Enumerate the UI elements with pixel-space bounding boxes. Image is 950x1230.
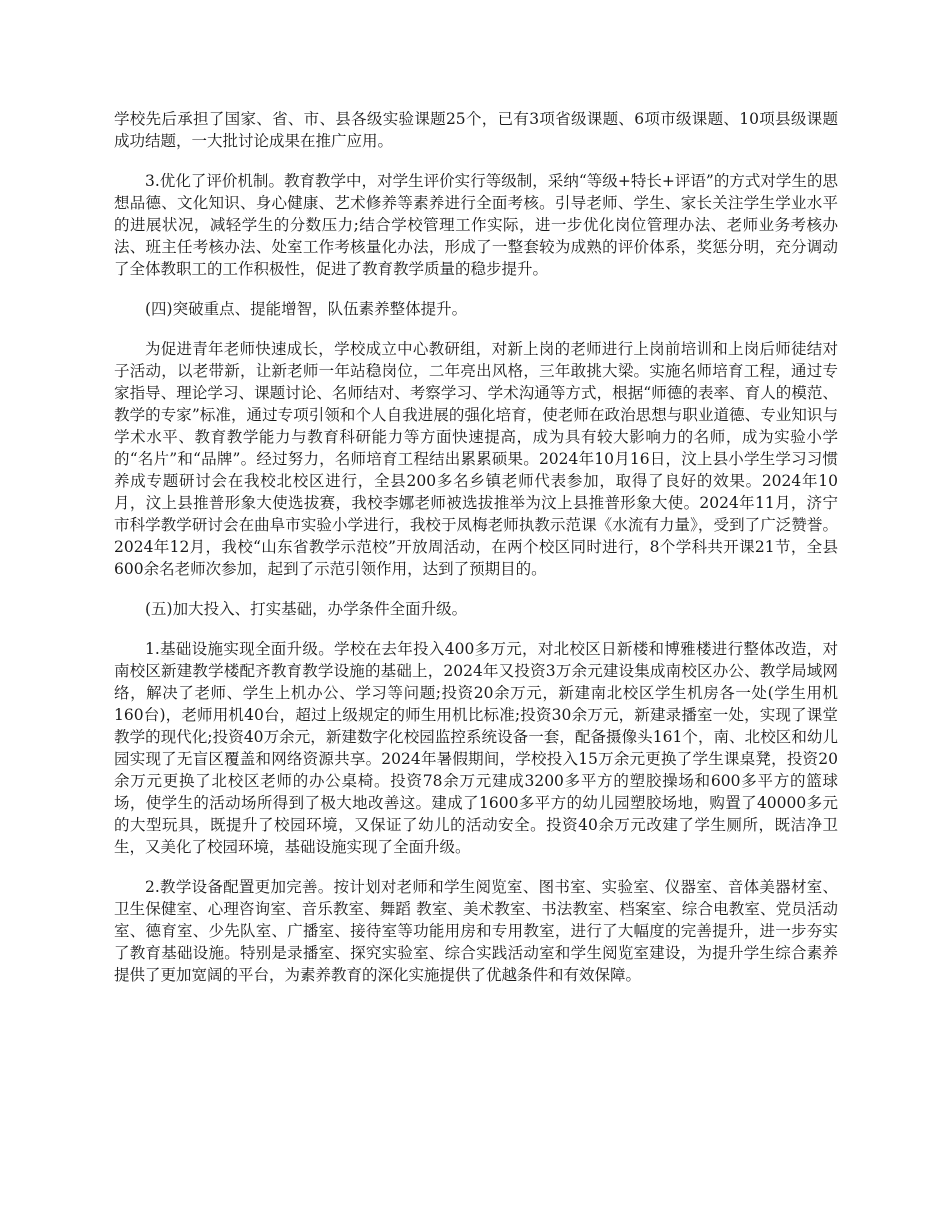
paragraph-research-projects: 学校先后承担了国家、省、市、县各级实验课题25个，已有3项省级课题、6项市级课题、10项县级课题成功结题，一大批讨论成果在推广应用。 [114,110,838,150]
section-heading-investment: (五)加大投入、打实基础，办学条件全面升级。 [145,600,468,618]
paragraph-infrastructure: 1.基础设施实现全面升级。学校在去年投入400多万元，对北校区日新楼和博雅楼进行整体改造，对南校区新建教学楼配齐教育教学设施的基础上，2024年又投资3万余元建设集成南校区办公、教学局域网络，解决了老师、学生上机办公、学习等问题;投资20余万元，新建南北校区学生机房各一处(学生用机160台)，老师用机40台，超过上级规定的师生用机比标准;投资30余万元，新建录播室一处，实现了课堂教学的现代化;投资40万余元，新建数字化校园监控系统设备一套，配备摄像头161个，南、北校区和幼儿园实现了无盲区覆盖和网络资源共享。2024年暑假期间，学校投入15万余元更换了学生课桌凳，投资20余万元更换了北校区老师的办公桌椅。投资78余万元建成3200多平方的塑胶操场和600多平方的篮球场，使学生的活动场所得到了极大地改善这。建成了1600多平方的幼儿园塑胶场地，购置了40000多元的大型玩具，既提升了校园环境，又保证了幼儿的活动安全。投资40余万元改建了学生厕所，既洁净卫生，又美化了校园环境，基础设施实现了全面升级。 [114,640,838,856]
paragraph-evaluation-mechanism: 3.优化了评价机制。教育教学中，对学生评价实行等级制，采纳“等级+特长+评语”的方式对学生的思想品德、文化知识、身心健康、艺术修养等素养进行全面考核。引导老师、学生、家长关注学生学业水平的进展状况，减轻学生的分数压力;结合学校管理工作实际，进一步优化岗位管理办法、老师业务考核办法、班主任考核办法、处室工作考核量化办法，形成了一整套较为成熟的评价体系，奖惩分明，充分调动了全体教职工的工作积极性，促进了教育教学质量的稳步提升。 [114,172,838,278]
section-heading-teacher-team: (四)突破重点、提能增智，队伍素养整体提升。 [145,300,468,318]
paragraph-teaching-equipment: 2.教学设备配置更加完善。按计划对老师和学生阅览室、图书室、实验室、仪器室、音体美器材室、卫生保健室、心理咨询室、音乐教室、舞蹈 教室、美术教室、书法教室、档案室、综合电教室、党员活动室、德育室、少先队室、广播室、接待室等功能用房和专用教室，进行了大幅度的完善提升，进一步夯实了教育基础设施。特别是录播室、探究实验室、综合实践活动室和学生阅览室建设，为提升学生综合素养提供了更加宽阔的平台，为素养教育的深化实施提供了优越条件和有效保障。 [114,878,838,984]
document-body [114,108,838,1004]
paragraph-teacher-growth: 为促进青年老师快速成长，学校成立中心教研组，对新上岗的老师进行上岗前培训和上岗后师徒结对子活动，以老带新，让新老师一年站稳岗位，二年亮出风格，三年敢挑大梁。实施名师培育工程，通过专家指导、理论学习、课题讨论、名师结对、考察学习、学术沟通等方式，根据“师德的表率、育人的模范、教学的专家”标准，通过专项引领和个人自我进展的强化培育，使老师在政治思想与职业道德、专业知识与学术水平、教育教学能力与教育科研能力等方面快速提高，成为具有较大影响力的名师，成为实验小学的“名片”和“品牌”。经过努力，名师培育工程结出累累硕果。2024年10月16日，汶上县小学生学习习惯养成专题研讨会在我校北校区进行，全县200多名乡镇老师代表参加，取得了良好的效果。2024年10月，汶上县推普形象大使选拔赛，我校李娜老师被选拔推举为汶上县推普形象大使。2024年11月，济宁市科学教学研讨会在曲阜市实验小学进行，我校于凤梅老师执教示范课《水流有力量》，受到了广泛赞誉。2024年12月，我校“山东省教学示范校”开放周活动，在两个校区同时进行，8个学科共开课21节，全县600余名老师次参加，起到了示范引领作用，达到了预期目的。 [114,340,838,578]
